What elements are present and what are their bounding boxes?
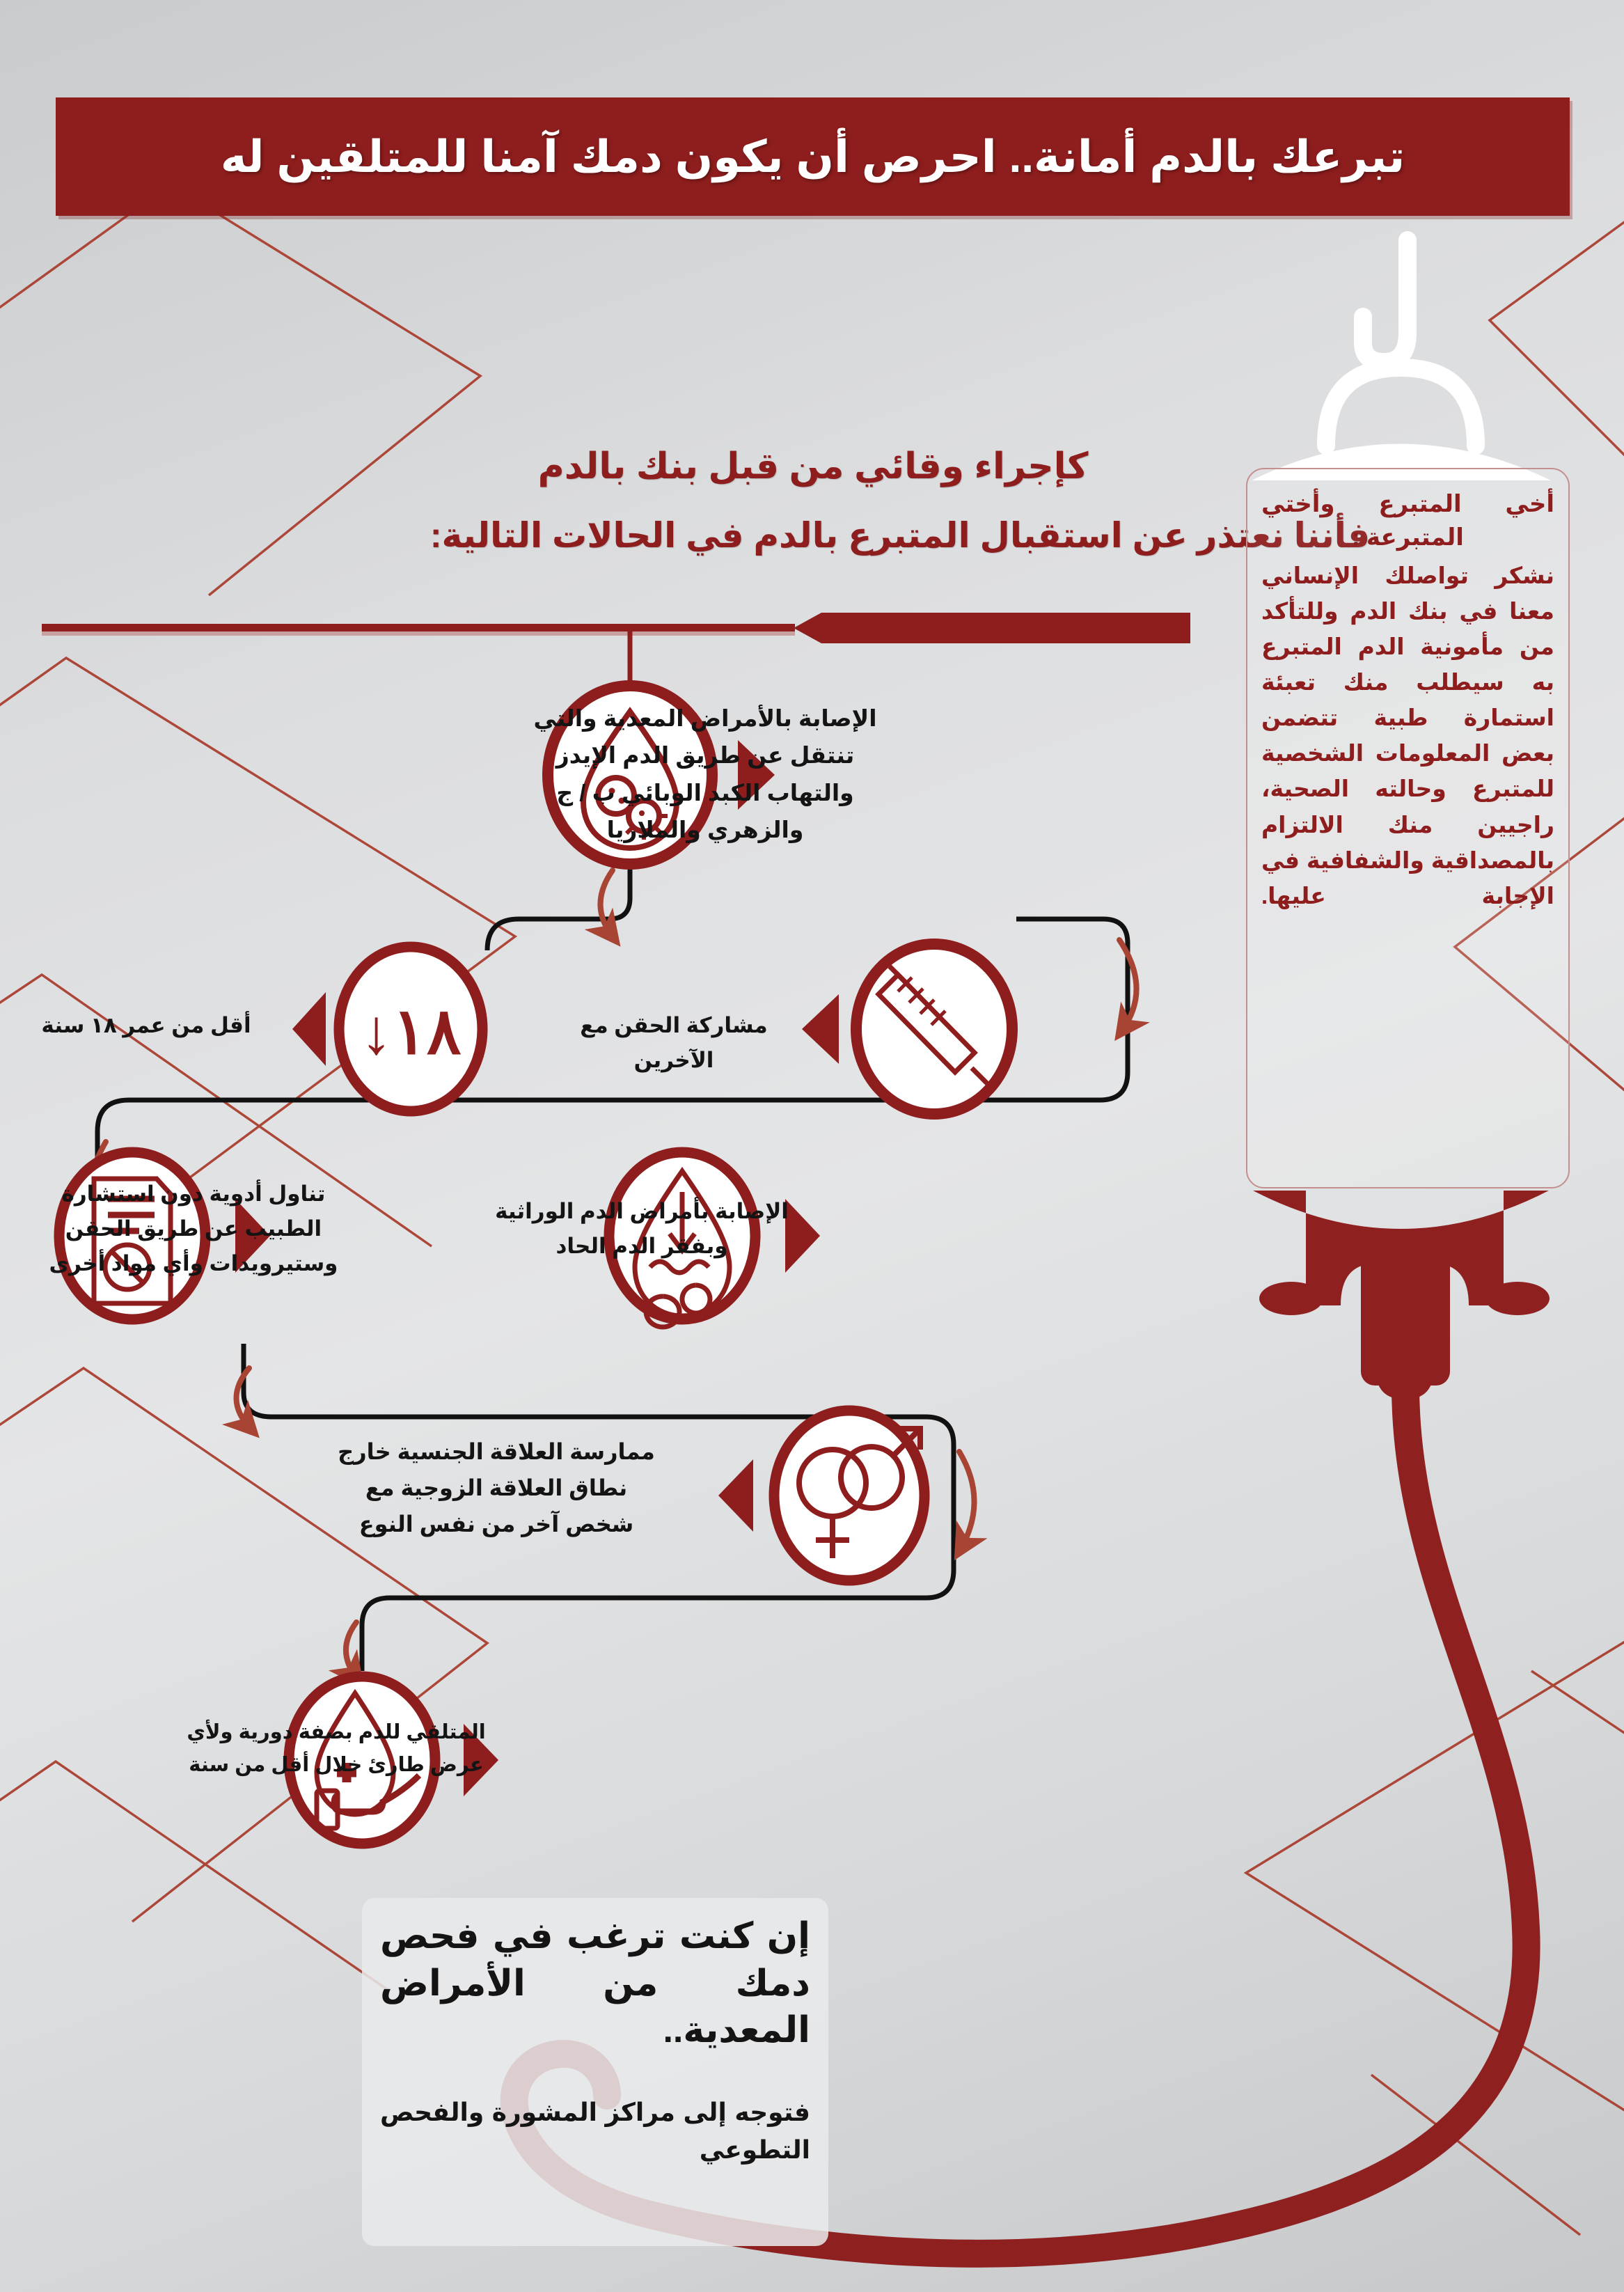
cta-subline: فتوجه إلى مراكز المشورة والفحص التطوعي	[380, 2097, 810, 2164]
flow-header-bar	[42, 613, 1190, 643]
flow-arrow-1	[601, 870, 613, 936]
intro-text	[413, 446, 1371, 556]
node-sexual-contact	[718, 1411, 924, 1580]
iv-title-line-2: المتبرعة :	[1352, 524, 1464, 551]
cta-headline: إن كنت ترغب في فحص دمك من الأمراض المعدية..	[380, 1916, 810, 2051]
flow-arrow-6	[346, 1622, 356, 1678]
node-needle-sharing	[802, 944, 1012, 1114]
iv-bag-message-card	[1246, 468, 1570, 1188]
flow-text-needle-sharing: مشاركة الحقن مع الآخرين	[580, 1013, 768, 1073]
flow-text-under-18: أقل من عمر ١٨ سنة	[41, 1013, 251, 1037]
iv-title-line-1: أخي المتبرع وأختي	[1261, 491, 1554, 517]
age-18-icon: ↓١٨	[360, 996, 462, 1067]
header-banner	[56, 97, 1570, 216]
flow-text-sexual-contact: ممارسة العلاقة الجنسية خارج نطاق العلاقة الزوجية مع شخص آخر من نفس النوع	[338, 1439, 655, 1537]
intro-line-2: فأننا نعتذر عن استقبال المتبرع بالدم في الحالات التالية:	[429, 516, 1371, 555]
pointer-arrow	[718, 1459, 753, 1532]
flow-text-blood-disorders: الإصابة بأمراض الدم الوراثية وبفقر الدم الحاد	[495, 1199, 789, 1259]
intro-line-1: كإجراء وقائي من قبل بنك بالدم	[537, 446, 1089, 487]
header-title: تبرعك بالدم أمانة.. احرص أن يكون دمك آمنا للمتلقين له	[220, 131, 1405, 182]
flow-text-self-medication: تناول أدوية دون استشارة الطبيب عن طريق الحقن وستيرويدات وأي مواد أخرى	[49, 1182, 338, 1276]
pointer-arrow	[292, 992, 326, 1066]
flow-text-blood-recipient: المتلقي للدم بصفة دورية ولأي عرض طارئ خلال أقل من سنة	[187, 1721, 486, 1776]
pointer-arrow	[802, 994, 839, 1064]
node-under-18	[292, 947, 482, 1111]
flow-text-infectious-diseases: الإصابة بالأمراض المعدية والتي تنتقل عن طريق الدم الإيدز والتهاب الكبد الوبائي ب / ج والزهري والملاريا	[533, 705, 877, 843]
cta-card	[362, 1898, 828, 2246]
iv-body-text: نشكر تواصلك الإنساني معنا في بنك الدم وللتأكد من مأمونية الدم المتبرع به سيطلب منك تعبئة استمارة طبية تتضمن بعض المعلومات الشخصية للمتبرع وحالته الصحية، راجيين منك الالتزام بالمصداقية والشفافية في الإجابة عليها.	[1261, 562, 1554, 909]
flow-arrow-5	[959, 1452, 975, 1549]
